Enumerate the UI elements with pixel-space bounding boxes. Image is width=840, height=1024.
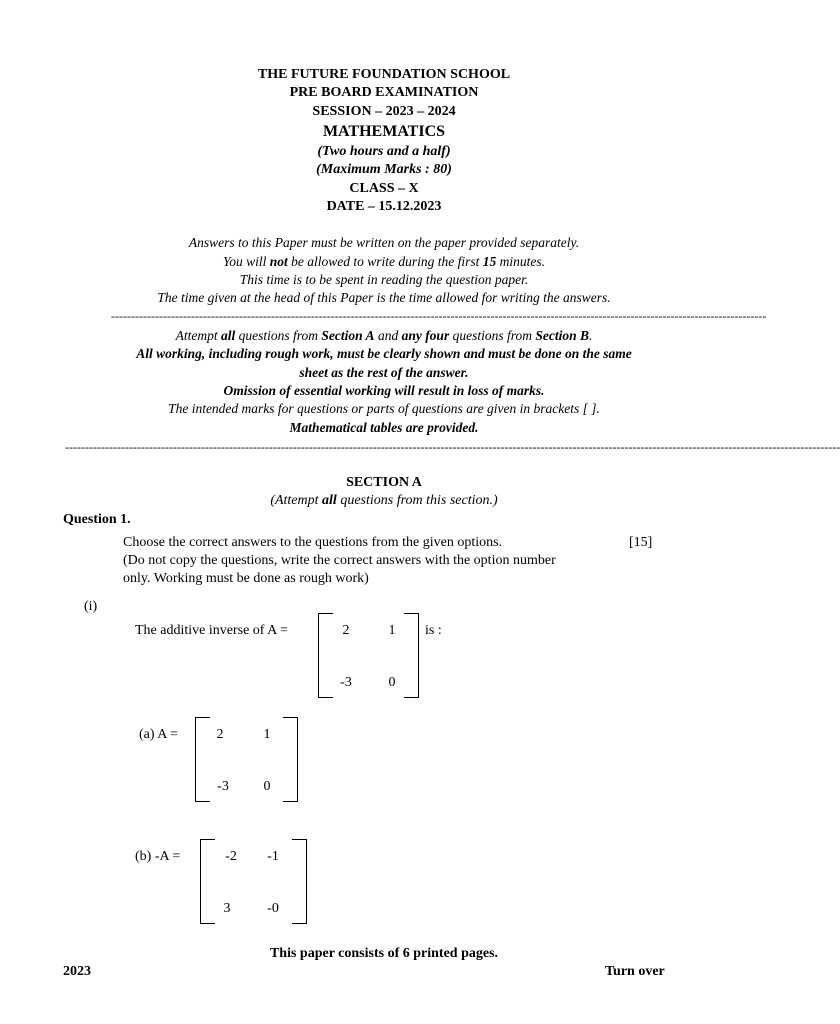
max-marks: (Maximum Marks : 80) (316, 162, 452, 177)
school-name: THE FUTURE FOUNDATION SCHOOL (257, 67, 511, 82)
exam-title: PRE BOARD EXAMINATION (289, 85, 479, 100)
matrix-cell: -1 (267, 849, 279, 864)
matrix-cell: 2 (216, 727, 224, 742)
instr-emphasis: all (221, 328, 236, 343)
matrix-cell: 1 (263, 727, 271, 742)
section-sub-text: (Attempt (270, 493, 323, 508)
matrix-cell: 0 (388, 675, 396, 690)
question-instruction-2: (Do not copy the questions, write the correct answers with the option number (123, 553, 556, 568)
matrix-right-bracket (283, 717, 298, 802)
subject-title: MATHEMATICS (322, 123, 446, 140)
option-a-label: (a) A = (139, 727, 178, 742)
matrix-cell: -3 (217, 779, 229, 794)
class-label: CLASS – X (349, 181, 419, 196)
instr-text: questions from (235, 328, 322, 343)
section-title: SECTION A (346, 475, 422, 490)
instr-text: and (374, 328, 402, 343)
duration: (Two hours and a half) (317, 144, 451, 159)
instruction-line-3: This time is to be spent in reading the question paper. (239, 272, 529, 287)
instr-text: . (588, 328, 593, 343)
divider-short: -------------------------------------------------------------------------------------------------------------------------------------------------------------------- (111, 309, 767, 323)
question-instruction-3: only. Working must be done as rough work) (123, 571, 369, 586)
matrix-cell: 3 (223, 901, 231, 916)
instr-emphasis: Section A (321, 328, 375, 343)
matrix-right-bracket (292, 839, 307, 924)
instr-text: be allowed to write during the first (287, 254, 483, 269)
matrix-a (318, 613, 419, 698)
option-b-label: (b) -A = (135, 849, 181, 864)
instr-text: questions from (449, 328, 536, 343)
question-stem-suffix: is : (425, 623, 442, 638)
section-sub-text: questions from this section.) (336, 493, 498, 508)
section-subtitle (0, 492, 768, 510)
instruction-line-4: The time given at the head of this Paper is the time allowed for writing the answers. (157, 290, 611, 305)
footer-year: 2023 (63, 964, 91, 979)
section-sub-emphasis: all (322, 493, 337, 508)
instr-text: You will (222, 254, 270, 269)
divider-long: -------------------------------------------------------------------------------------------------------------------------------------------------------------------------------------------------- (65, 440, 840, 454)
question-stem: The additive inverse of A = (135, 623, 288, 638)
instruction-line-7: sheet as the rest of the answer. (299, 365, 469, 380)
instruction-line-6: All working, including rough work, must be clearly shown and must be done on the same (136, 346, 632, 361)
matrix-cell: -0 (267, 901, 279, 916)
page-count: This paper consists of 6 printed pages. (269, 946, 499, 961)
matrix-cell: -2 (225, 849, 237, 864)
instr-emphasis: any four (401, 328, 450, 343)
session: SESSION – 2023 – 2024 (312, 104, 456, 119)
instruction-line-2 (0, 253, 768, 271)
instruction-line-9: The intended marks for questions or parts of questions are given in brackets [ ]. (168, 401, 600, 416)
instr-emphasis: 15 (482, 254, 497, 269)
option-a-matrix (195, 717, 298, 802)
matrix-cell: 0 (263, 779, 271, 794)
part-label: (i) (84, 599, 98, 614)
instruction-line-10: Mathematical tables are provided. (289, 420, 479, 435)
instr-text: minutes. (496, 254, 546, 269)
question-label: Question 1. (63, 512, 131, 527)
instruction-line-8: Omission of essential working will result in loss of marks. (223, 383, 545, 398)
option-b-matrix (200, 839, 307, 924)
footer-turn-over: Turn over (605, 964, 665, 979)
instruction-line-5 (0, 327, 768, 345)
matrix-cell: 2 (342, 623, 350, 638)
instr-text: Attempt (175, 328, 222, 343)
question-marks: [15] (629, 535, 653, 550)
matrix-cell: 1 (388, 623, 396, 638)
matrix-cell: -3 (340, 675, 352, 690)
question-instruction-1: Choose the correct answers to the questions from the given options. (123, 535, 503, 550)
instr-emphasis: not (269, 254, 288, 269)
instr-emphasis: Section B (535, 328, 589, 343)
exam-date: DATE – 15.12.2023 (326, 199, 442, 214)
instruction-line-1: Answers to this Paper must be written on the paper provided separately. (188, 235, 580, 250)
